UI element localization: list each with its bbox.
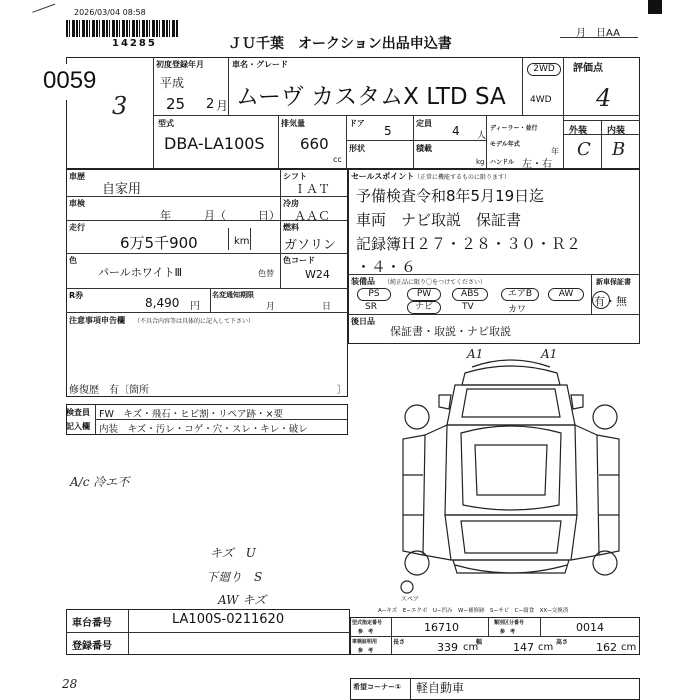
notes-sub: （不具合内容等は具体的に記入して下さい） bbox=[134, 318, 255, 325]
corner-value: 軽自動車 bbox=[416, 681, 465, 695]
warranty-label: 新車保証書 bbox=[596, 278, 631, 286]
equip-sr: SR bbox=[365, 302, 377, 312]
name-change-month: 月 bbox=[266, 302, 276, 312]
vehicle-name-label: 車名・グレード bbox=[232, 60, 288, 69]
barcode-number: 14285 bbox=[112, 38, 157, 49]
barcode bbox=[66, 20, 178, 37]
sales-line-1: 予備検査令和8年5月19日迄 bbox=[356, 187, 545, 205]
equip-pw: PW bbox=[407, 288, 441, 301]
equip-abs: ABS bbox=[452, 288, 488, 301]
details-box bbox=[66, 169, 348, 397]
load-label: 積載 bbox=[416, 144, 432, 153]
drive-4wd: 4WD bbox=[530, 95, 552, 105]
repair-history-end: 〕 bbox=[337, 385, 347, 396]
fuel-value: ガソリン bbox=[284, 238, 337, 253]
sales-point-label: セールスポイント bbox=[351, 172, 415, 181]
recycle-value: 8,490 bbox=[145, 296, 180, 310]
color-code-label: 色コード bbox=[283, 256, 315, 265]
sales-point-sub: （正常に機能するものに限ります） bbox=[414, 174, 511, 181]
note-aw: AW キズ bbox=[218, 593, 267, 607]
type-spec-ref: 参 考 bbox=[358, 629, 374, 635]
equipment-label: 装備品 bbox=[351, 277, 375, 286]
month-day-label: 月 日AA bbox=[576, 28, 620, 39]
model-year-unit: 年 bbox=[551, 147, 559, 156]
corner-mark bbox=[648, 0, 662, 14]
fuel-label: 燃料 bbox=[283, 223, 299, 232]
notes-label: 注意事項申告欄 bbox=[69, 316, 125, 325]
registration-month: 2 bbox=[206, 97, 215, 112]
history-value: 自家用 bbox=[102, 182, 142, 197]
note-a1-left: A1 bbox=[467, 347, 484, 361]
note-a1-right: A1 bbox=[541, 347, 558, 361]
chassis-value: LA100S-0211620 bbox=[172, 612, 285, 627]
model-value: DBA-LA100S bbox=[164, 134, 265, 153]
width-label: 幅 bbox=[476, 639, 483, 646]
type-spec-label: 型式指定番号 bbox=[352, 620, 383, 626]
inspector-row-1: FW キズ・飛石・ヒビ割・リペア跡・×要 bbox=[99, 409, 283, 420]
exterior-grade: C bbox=[577, 139, 591, 160]
doors-value: 5 bbox=[384, 124, 392, 138]
inspection-label: 車検 bbox=[69, 199, 85, 208]
rating-score: 4 bbox=[596, 84, 612, 112]
capacity-unit: 人 bbox=[477, 131, 487, 141]
interior-label: 内装 bbox=[607, 126, 626, 136]
load-unit: kg bbox=[476, 158, 485, 166]
timestamp: 2026/03/04 08:58 bbox=[74, 8, 146, 17]
note-ac: A/c 冷エ不 bbox=[70, 475, 130, 489]
cert-label: 車検証明用 bbox=[352, 639, 378, 645]
registration-year: 25 bbox=[166, 95, 186, 113]
color-code-value: W24 bbox=[305, 268, 330, 281]
color-change-label: 色替 bbox=[258, 269, 274, 278]
model-year-label: モデル年式 bbox=[490, 141, 520, 148]
damage-legend: A−キズ E−エクボ U−凹み W−補修跡 S−サビ C−腐食 XX−交換済 bbox=[378, 608, 569, 614]
rating-label: 評価点 bbox=[573, 63, 603, 74]
registration-era: 平成 bbox=[160, 76, 185, 90]
note-bottom-number: 28 bbox=[62, 677, 78, 691]
note-kizu: キズ U bbox=[210, 546, 256, 560]
mileage-label: 走行 bbox=[69, 223, 85, 232]
equip-ps: PS bbox=[357, 288, 391, 301]
equip-airbag: エアB bbox=[501, 288, 539, 301]
spare-label: スペア bbox=[401, 596, 420, 603]
type-spec-value: 16710 bbox=[424, 621, 459, 634]
inspection-year: 年 bbox=[160, 209, 171, 222]
equipment-sub: （純正品に限り〇をつけてください） bbox=[384, 279, 487, 286]
length-value: 339 bbox=[437, 641, 458, 654]
registration-month-unit: 月 bbox=[216, 99, 229, 113]
width-unit: cm bbox=[538, 642, 554, 653]
inspection-day: 日） bbox=[258, 209, 280, 222]
displacement-label: 排気量 bbox=[281, 119, 305, 128]
note-shita: 下廻り S bbox=[206, 570, 263, 584]
category-ref: 参 考 bbox=[500, 629, 516, 635]
recycle-unit: 円 bbox=[190, 301, 200, 312]
displacement-unit: cc bbox=[333, 155, 342, 164]
mileage-unit: km bbox=[234, 236, 250, 247]
exterior-label: 外装 bbox=[569, 126, 588, 136]
height-value: 162 bbox=[596, 641, 617, 654]
cooling-value: ＡＡＣ bbox=[294, 209, 331, 223]
name-change-label: 名変通知期限 bbox=[212, 291, 254, 299]
capacity-label: 定員 bbox=[416, 119, 432, 128]
handle-value: 左・右 bbox=[522, 159, 552, 170]
name-change-day: 日 bbox=[322, 302, 332, 312]
sales-line-3: 記録簿Ｈ２７・２８・３０・Ｒ２ bbox=[356, 235, 582, 253]
height-unit: cm bbox=[621, 642, 637, 653]
handle-label: ハンドル bbox=[490, 159, 515, 166]
equip-leather: カワ bbox=[508, 305, 527, 315]
lot-number-value: 0059 bbox=[43, 67, 97, 94]
registration-label: 初度登録年月 bbox=[156, 60, 204, 69]
inspection-month: 月（ bbox=[204, 209, 226, 222]
inspector-label-1: 検査員 bbox=[66, 408, 90, 417]
sales-line-2: 車両 ナビ取説 保証書 bbox=[356, 211, 522, 229]
cooling-label: 冷房 bbox=[283, 199, 299, 208]
length-unit: cm bbox=[463, 642, 479, 653]
reg-number-label: 登録番号 bbox=[72, 641, 112, 652]
capacity-value: 4 bbox=[452, 124, 460, 138]
equip-navi: ナビ bbox=[407, 301, 441, 314]
interior-grade: B bbox=[612, 139, 626, 160]
shift-value: ＩＡＴ bbox=[294, 182, 331, 196]
model-label: 型式 bbox=[158, 119, 174, 128]
warranty-circle bbox=[592, 291, 610, 309]
handwritten-mark: 3 bbox=[112, 92, 128, 120]
history-label: 車歴 bbox=[69, 172, 85, 181]
chassis-label: 車台番号 bbox=[72, 618, 112, 629]
drive-2wd: 2WD bbox=[527, 63, 561, 76]
mileage-value: 6万5千900 bbox=[120, 234, 198, 252]
doors-label: ドア bbox=[349, 119, 365, 128]
form-title: ＪＵ千葉 オークション出品申込書 bbox=[228, 36, 452, 52]
length-label: 長さ bbox=[393, 639, 406, 646]
dealer-label: ディーラー・並行 bbox=[490, 125, 538, 132]
warranty-value: 有・無 bbox=[594, 295, 627, 308]
inspector-row-2: 内装 キズ・汚レ・コゲ・穴・スレ・キレ・破レ bbox=[99, 424, 308, 435]
car-damage-diagram bbox=[395, 355, 627, 595]
color-label: 色 bbox=[69, 256, 77, 265]
category-label: 類別区分番号 bbox=[494, 620, 525, 626]
corner-label: 希望コーナー① bbox=[353, 683, 401, 691]
vehicle-name-value: ムーヴ カスタムX LTD SA bbox=[236, 84, 506, 110]
displacement-value: 660 bbox=[300, 135, 329, 153]
width-value: 147 bbox=[513, 641, 534, 654]
equip-tv: TV bbox=[462, 302, 474, 312]
cert-ref: 参 考 bbox=[358, 648, 374, 654]
repair-history: 修復歴 有〔箇所 bbox=[69, 385, 149, 396]
later-items-value: 保証書・取説・ナビ取説 bbox=[390, 325, 511, 338]
recycle-label: R券 bbox=[69, 291, 84, 300]
shape-label: 形状 bbox=[349, 144, 365, 153]
color-value: パールホワイトⅢ bbox=[98, 266, 183, 279]
lot-number bbox=[38, 64, 120, 100]
shift-label: シフト bbox=[283, 172, 307, 181]
height-label: 高さ bbox=[556, 639, 569, 646]
category-value: 0014 bbox=[576, 621, 604, 634]
sales-line-4: ・４・６ bbox=[356, 258, 417, 276]
top-left-scribble bbox=[29, 0, 55, 13]
later-items-label: 後日品 bbox=[351, 317, 375, 326]
inspector-label-2: 記入欄 bbox=[66, 422, 90, 431]
equip-aw: AW bbox=[548, 288, 584, 301]
